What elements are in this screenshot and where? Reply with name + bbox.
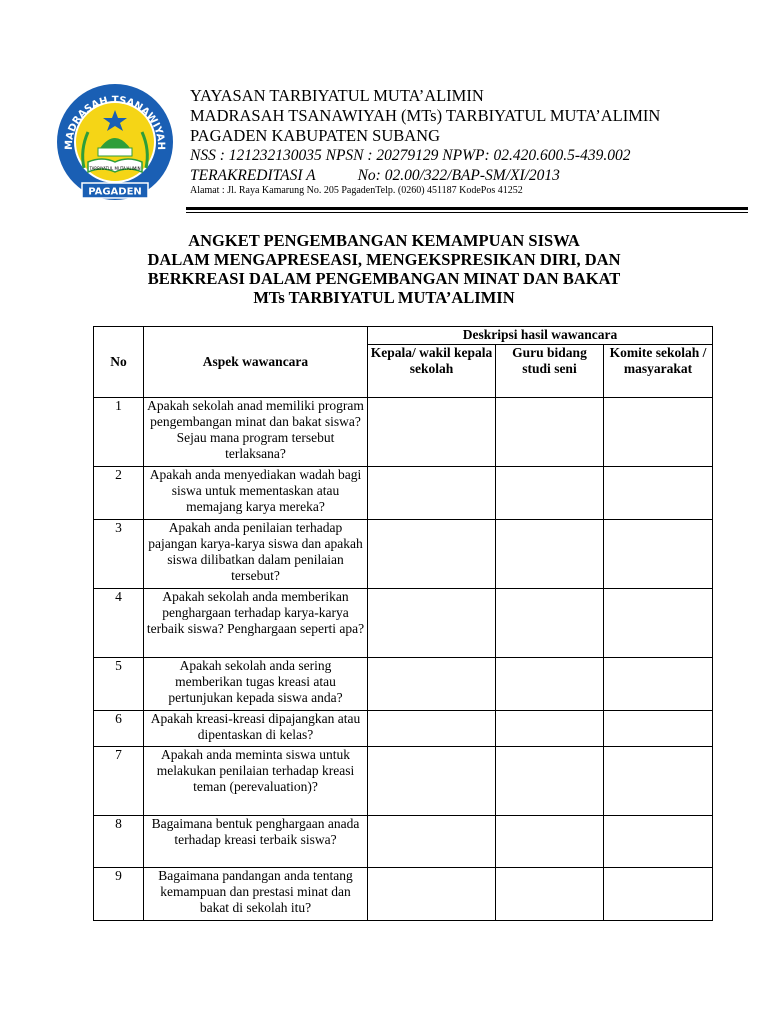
table-row [94, 658, 713, 711]
row-number: 2 [94, 467, 144, 520]
row-aspek: Apakah sekolah anad memiliki program pengembangan minat dan bakat siswa? Sejau mana program tersebut terlaksana? [144, 398, 368, 467]
table-row [94, 520, 713, 589]
answer-guru-cell[interactable] [496, 868, 604, 921]
answer-kepala-cell[interactable] [368, 747, 496, 816]
header-no: No [94, 327, 144, 398]
logo-banner-text: PAGADEN [88, 186, 142, 198]
survey-table [93, 326, 713, 921]
title-line-2: DALAM MENGAPRESEASI, MENGEKSPRESIKAN DIRI, DAN [147, 250, 621, 269]
school-logo [50, 80, 180, 210]
row-aspek: Apakah anda penilaian terhadap pajangan karya-karya siswa dan apakah siswa dilibatkan dalam penilaian tersebut? [144, 520, 368, 589]
table-row [94, 589, 713, 658]
accreditation-status: TERAKREDITASI A [190, 167, 316, 184]
row-aspek: Bagaimana pandangan anda tentang kemampuan dan prestasi minat dan bakat di sekolah itu? [144, 868, 368, 921]
answer-komite-cell[interactable] [604, 868, 713, 921]
table-row [94, 398, 713, 467]
logo-book-text: TARBIYATUL MUTA'ALIMIN [89, 166, 141, 171]
row-number: 9 [94, 868, 144, 921]
table-row [94, 816, 713, 868]
header-kepala: Kepala/ wakil kepala sekolah [368, 345, 496, 398]
row-number: 7 [94, 747, 144, 816]
answer-guru-cell[interactable] [496, 747, 604, 816]
answer-komite-cell[interactable] [604, 658, 713, 711]
row-aspek: Apakah sekolah anda sering memberikan tugas kreasi atau pertunjukan kepada siswa anda? [144, 658, 368, 711]
header-komite: Komite sekolah / masyarakat [604, 345, 713, 398]
letterhead [190, 86, 730, 197]
school-name: MADRASAH TSANAWIYAH (MTs) TARBIYATUL MUTA’ALIMIN [190, 106, 661, 125]
survey-table-body [94, 398, 713, 921]
accreditation-number: No: 02.00/322/BAP-SM/XI/2013 [357, 167, 560, 184]
title-line-3: BERKREASI DALAM PENGEMBANGAN MINAT DAN BAKAT [147, 269, 621, 288]
row-aspek: Bagaimana bentuk penghargaan anada terhadap kreasi terbaik siswa? [144, 816, 368, 868]
letterhead-divider-thin [186, 212, 748, 213]
row-number: 6 [94, 711, 144, 747]
header-deskripsi: Deskripsi hasil wawancara [368, 327, 713, 345]
answer-kepala-cell[interactable] [368, 816, 496, 868]
row-number: 1 [94, 398, 144, 467]
answer-guru-cell[interactable] [496, 589, 604, 658]
header-guru: Guru bidang studi seni [496, 345, 604, 398]
answer-komite-cell[interactable] [604, 467, 713, 520]
row-aspek: Apakah anda menyediakan wadah bagi siswa untuk mementaskan atau memajang karya mereka? [144, 467, 368, 520]
row-number: 4 [94, 589, 144, 658]
table-row [94, 467, 713, 520]
document-title [0, 231, 768, 307]
row-number: 3 [94, 520, 144, 589]
answer-kepala-cell[interactable] [368, 398, 496, 467]
answer-komite-cell[interactable] [604, 816, 713, 868]
answer-kepala-cell[interactable] [368, 589, 496, 658]
answer-guru-cell[interactable] [496, 658, 604, 711]
table-header-row [94, 327, 713, 345]
answer-kepala-cell[interactable] [368, 711, 496, 747]
answer-kepala-cell[interactable] [368, 520, 496, 589]
logo-arc-text: MADRASAH TSANAWIYAH [63, 94, 167, 151]
answer-komite-cell[interactable] [604, 589, 713, 658]
answer-guru-cell[interactable] [496, 467, 604, 520]
row-aspek: Apakah kreasi-kreasi dipajangkan atau dipentaskan di kelas? [144, 711, 368, 747]
title-line-4: MTs TARBIYATUL MUTA’ALIMIN [253, 288, 515, 307]
answer-kepala-cell[interactable] [368, 467, 496, 520]
answer-komite-cell[interactable] [604, 398, 713, 467]
table-row [94, 868, 713, 921]
school-emblem-icon [50, 80, 180, 210]
table-row [94, 747, 713, 816]
school-location: PAGADEN KABUPATEN SUBANG [190, 126, 440, 145]
answer-kepala-cell[interactable] [368, 868, 496, 921]
accreditation [190, 166, 730, 186]
row-aspek: Apakah anda meminta siswa untuk melakukan penilaian terhadap kreasi teman (perevaluation)? [144, 747, 368, 816]
table-row [94, 711, 713, 747]
answer-guru-cell[interactable] [496, 398, 604, 467]
school-ids: NSS : 121232130035 NPSN : 20279129 NPWP: 02.420.600.5-439.002 [190, 147, 631, 164]
answer-guru-cell[interactable] [496, 816, 604, 868]
answer-komite-cell[interactable] [604, 520, 713, 589]
row-number: 8 [94, 816, 144, 868]
foundation-name: YAYASAN TARBIYATUL MUTA’ALIMIN [190, 86, 484, 105]
answer-komite-cell[interactable] [604, 711, 713, 747]
row-aspek: Apakah sekolah anda memberikan penghargaan terhadap karya-karya terbaik siswa? Penghargaan seperti apa? [144, 589, 368, 658]
title-line-1: ANGKET PENGEMBANGAN KEMAMPUAN SISWA [188, 231, 580, 250]
school-address: Alamat : Jl. Raya Kamarung No. 205 PagadenTelp. (0260) 451187 KodePos 41252 [190, 185, 523, 196]
header-aspek: Aspek wawancara [144, 327, 368, 398]
letterhead-divider-thick [186, 207, 748, 210]
answer-guru-cell[interactable] [496, 711, 604, 747]
answer-komite-cell[interactable] [604, 747, 713, 816]
answer-guru-cell[interactable] [496, 520, 604, 589]
answer-kepala-cell[interactable] [368, 658, 496, 711]
row-number: 5 [94, 658, 144, 711]
